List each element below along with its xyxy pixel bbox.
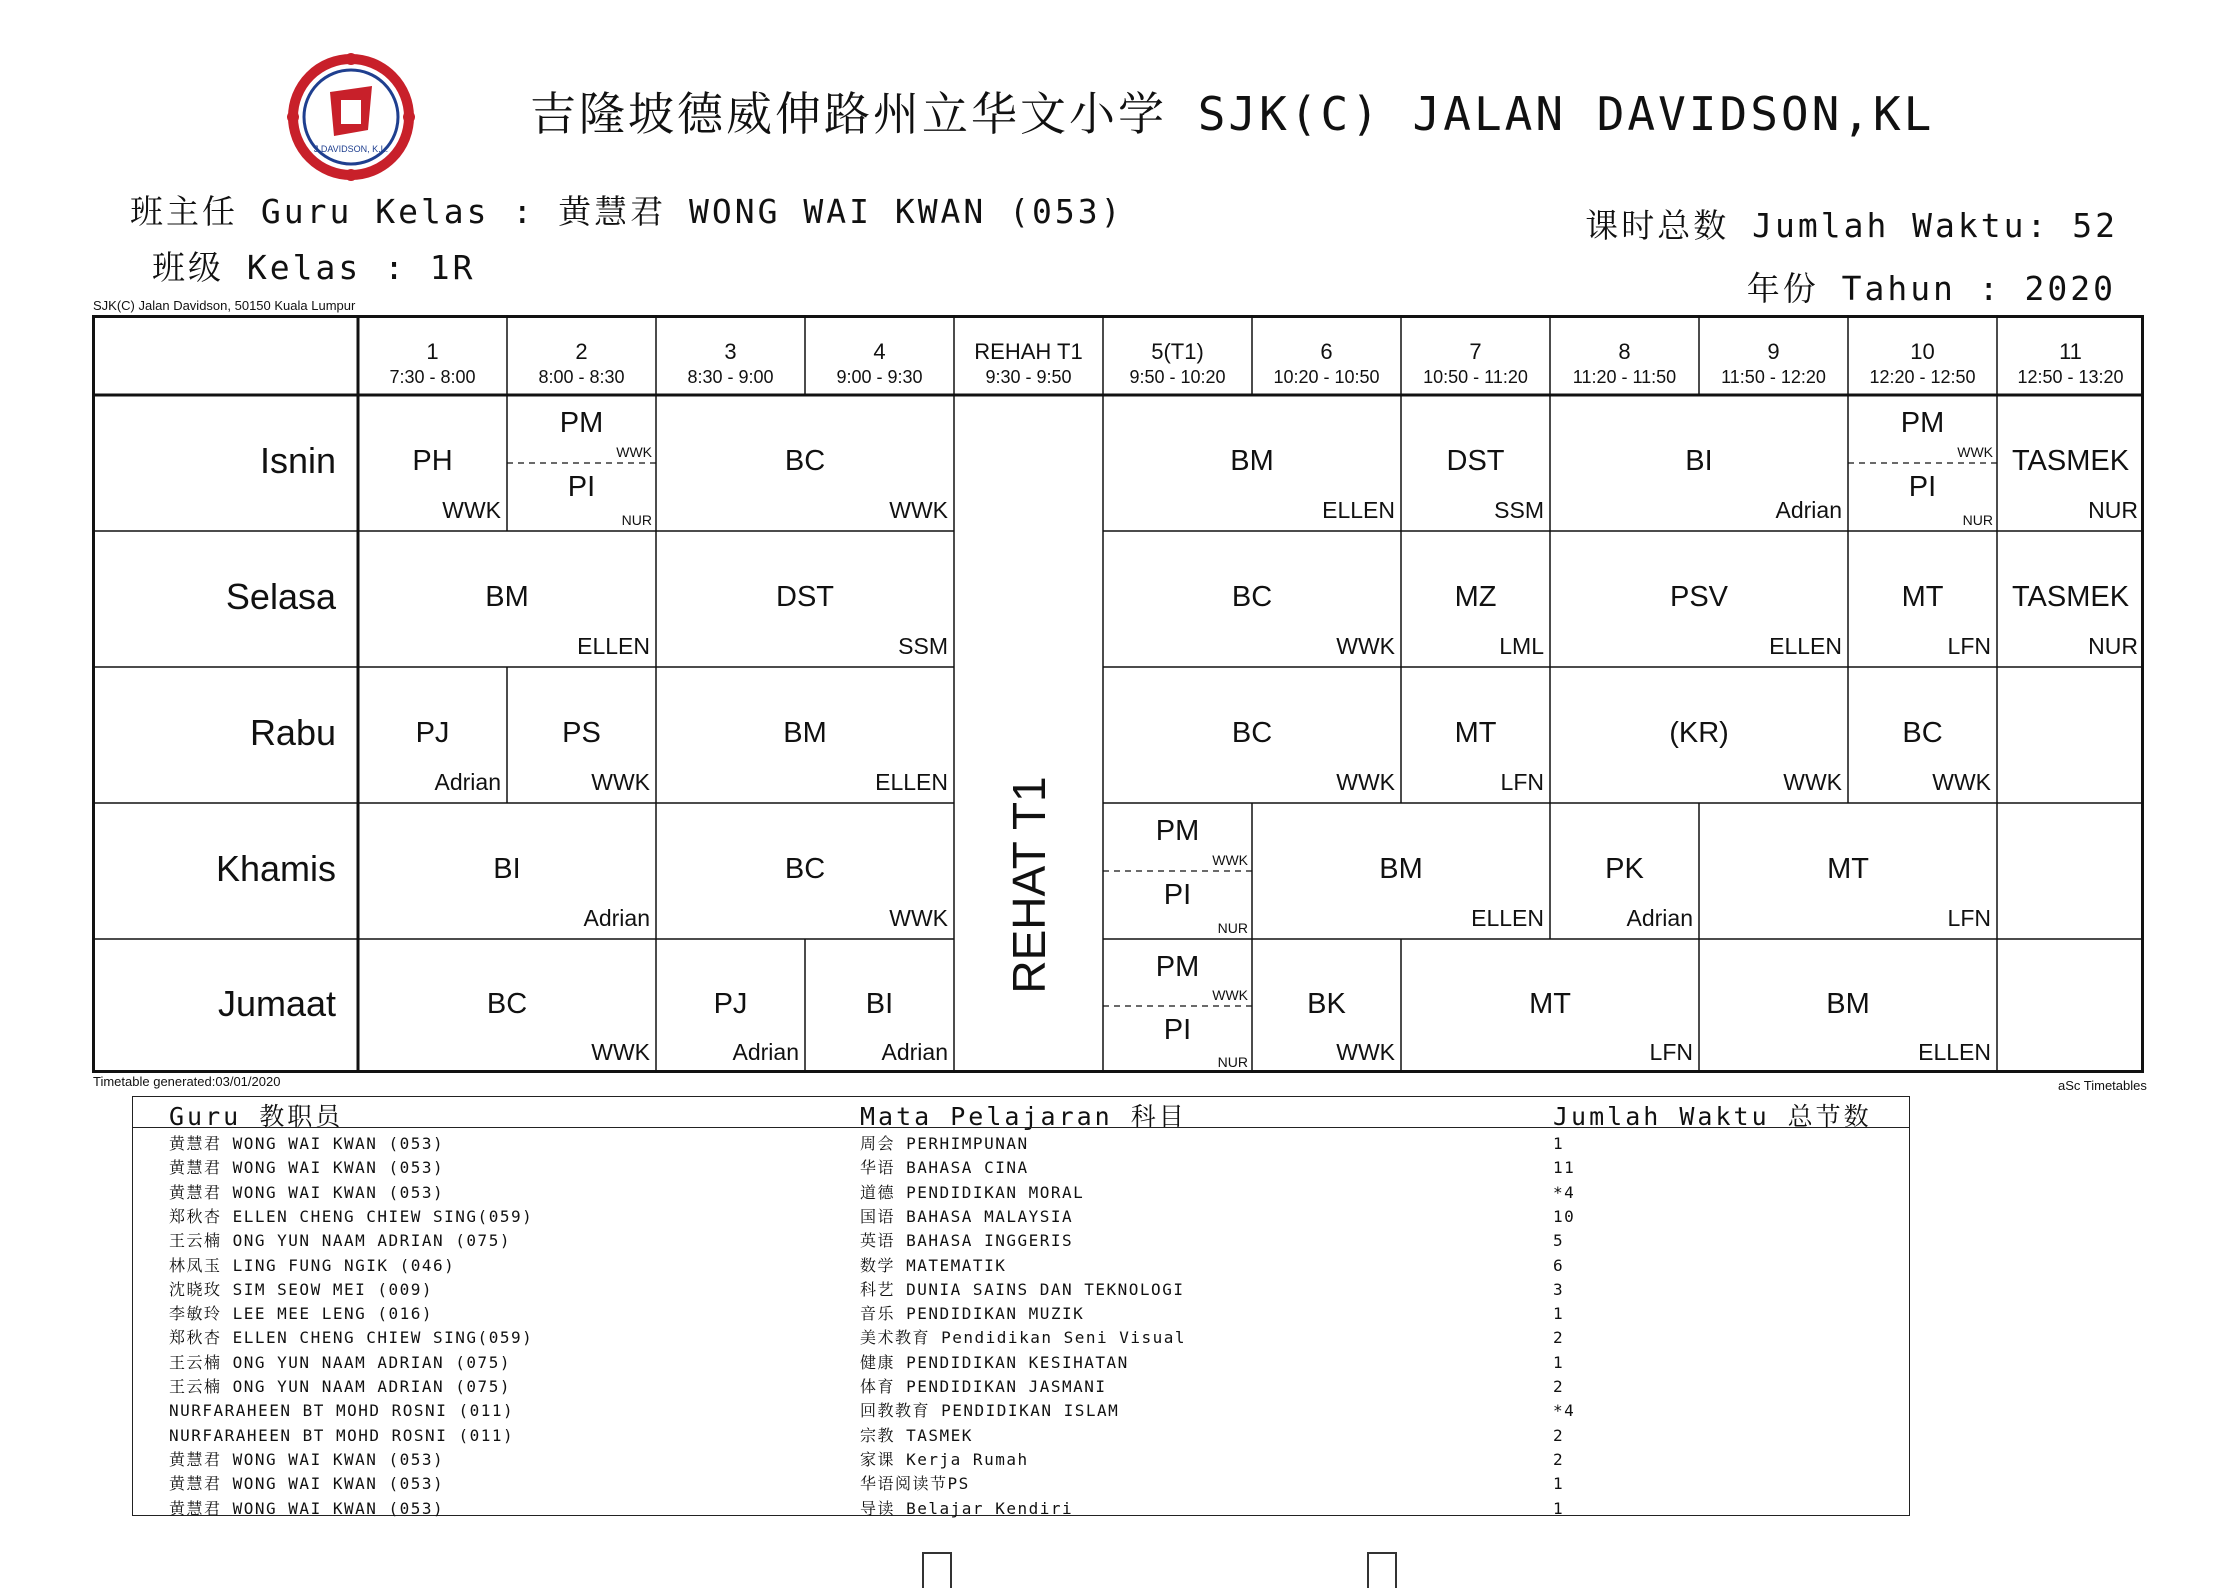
teacher-label: NUR: [1962, 512, 1993, 528]
subject-label: PJ: [415, 717, 450, 749]
period-number: 11: [2059, 339, 2082, 364]
legend-subject: 宗教 TASMEK: [860, 1425, 973, 1445]
legend-count: 2: [1553, 1425, 1565, 1445]
period-time: 12:20 - 12:50: [1869, 367, 1976, 387]
legend-count: 1: [1553, 1352, 1565, 1372]
legend-header-jumlah: Jumlah Waktu 总节数: [1553, 1102, 1872, 1131]
checkbox-mark: [1367, 1552, 1397, 1588]
teacher-label: NUR: [1217, 1054, 1248, 1070]
teacher-label: WWK: [1932, 769, 1991, 795]
timetable-grid: [92, 315, 2144, 1073]
legend-guru: 黄慧君 WONG WAI KWAN (053): [169, 1182, 445, 1202]
teacher-label: ELLEN: [1769, 633, 1842, 659]
subject-label: BM: [1826, 988, 1870, 1020]
period-time: 9:50 - 10:20: [1129, 367, 1226, 387]
legend-count: 1: [1553, 1498, 1565, 1518]
rehat-label: REHAT T1: [1002, 776, 1055, 994]
day-name: Selasa: [225, 576, 336, 617]
legend-subject: 家课 Kerja Rumah: [860, 1449, 1029, 1469]
subject-label: PM: [559, 407, 604, 439]
teacher-label: NUR: [2088, 633, 2138, 659]
period-time: 8:00 - 8:30: [538, 367, 625, 387]
teacher-label: WWK: [442, 497, 501, 523]
teacher-label: ELLEN: [1918, 1039, 1991, 1065]
teacher-label: WWK: [591, 769, 650, 795]
teacher-label: WWK: [1336, 769, 1395, 795]
period-number: 5(T1): [1151, 339, 1204, 364]
kelas: 班级 Kelas : 1R: [152, 248, 476, 287]
legend-header-line: [133, 1127, 1909, 1128]
school-logo: [286, 52, 416, 182]
legend-subject: 数学 MATEMATIK: [860, 1255, 1007, 1275]
subject-label: BK: [1307, 988, 1346, 1020]
subject-label: BC: [486, 988, 528, 1020]
legend-subject: 国语 BAHASA MALAYSIA: [860, 1206, 1074, 1226]
period-time: 9:30 - 9:50: [985, 367, 1072, 387]
subject-label: TASMEK: [2011, 445, 2130, 477]
legend-count: 6: [1553, 1255, 1565, 1275]
legend-subject: 健康 PENDIDIKAN KESIHATAN: [860, 1352, 1129, 1372]
legend-guru: 黄慧君 WONG WAI KWAN (053): [169, 1449, 445, 1469]
subject-label: PS: [562, 717, 601, 749]
jumlah-waktu: 课时总数 Jumlah Waktu: 52: [1585, 206, 2118, 245]
legend-subject: 音乐 PENDIDIKAN MUZIK: [860, 1304, 1085, 1324]
teacher-label: SSM: [898, 633, 948, 659]
teacher-label: SSM: [1494, 497, 1544, 523]
teacher-label: WWK: [889, 905, 948, 931]
subject-label: PM: [1155, 951, 1200, 983]
legend-count: *4: [1553, 1182, 1576, 1202]
legend-count: 5: [1553, 1231, 1565, 1251]
legend-guru: 王云楠 ONG YUN NAAM ADRIAN (075): [169, 1231, 511, 1251]
legend-guru: 郑秋杏 ELLEN CHENG CHIEW SING(059): [169, 1206, 534, 1226]
legend-count: 2: [1553, 1377, 1565, 1396]
subject-label: MT: [1827, 853, 1869, 885]
teacher-label: Adrian: [583, 905, 650, 931]
subject-label: PK: [1605, 853, 1644, 885]
logo-text: J.DAVIDSON, K.L.: [313, 144, 389, 154]
subject-label: BC: [784, 445, 826, 477]
legend-guru: 王云楠 ONG YUN NAAM ADRIAN (075): [169, 1352, 511, 1372]
legend-header-guru: Guru 教职员: [169, 1102, 344, 1131]
school-title: 吉隆坡德威伸路州立华文小学 SJK(C) JALAN DAVIDSON,KL: [530, 87, 1935, 141]
period-time: 10:20 - 10:50: [1273, 367, 1380, 387]
period-number: 7: [1469, 339, 1482, 364]
period-number: 6: [1320, 339, 1333, 364]
period-time: 11:20 - 11:50: [1572, 367, 1677, 387]
period-time: 8:30 - 9:00: [687, 367, 774, 387]
legend-guru: 黄慧君 WONG WAI KWAN (053): [169, 1498, 445, 1518]
legend-guru: 王云楠 ONG YUN NAAM ADRIAN (075): [169, 1377, 511, 1396]
period-number: 2: [575, 339, 588, 364]
subject-label: PI: [1163, 879, 1192, 911]
legend-guru: 林凤玉 LING FUNG NGIK (046): [169, 1255, 456, 1275]
school-address: SJK(C) Jalan Davidson, 50150 Kuala Lumpur: [93, 298, 356, 313]
subject-label: (KR): [1669, 717, 1729, 749]
legend-subject: 回教教育 PENDIDIKAN ISLAM: [860, 1401, 1120, 1421]
teacher-label: WWK: [1957, 444, 1993, 460]
teacher-label: ELLEN: [1322, 497, 1395, 523]
guru-kelas: 班主任 Guru Kelas : 黄慧君 WONG WAI KWAN (053): [130, 192, 1124, 231]
subject-label: BC: [1902, 717, 1943, 749]
subject-label: BC: [1231, 581, 1273, 613]
subject-label: PH: [412, 445, 453, 477]
teacher-label: WWK: [1783, 769, 1842, 795]
period-number: 3: [724, 339, 737, 364]
teacher-label: Adrian: [434, 769, 501, 795]
teacher-label: WWK: [1212, 987, 1248, 1003]
period-number: 8: [1618, 339, 1631, 364]
subject-label: MZ: [1454, 581, 1497, 613]
legend-guru: 郑秋杏 ELLEN CHENG CHIEW SING(059): [169, 1328, 534, 1348]
legend-guru: 黄慧君 WONG WAI KWAN (053): [169, 1158, 445, 1178]
teacher-label: NUR: [1217, 920, 1248, 936]
day-name: Khamis: [215, 848, 336, 889]
legend-guru: 李敏玲 LEE MEE LENG (016): [169, 1304, 434, 1324]
grid-border: [94, 317, 2143, 1072]
legend-subject: 导读 Belajar Kendiri: [860, 1498, 1074, 1518]
day-name: Jumaat: [217, 983, 336, 1024]
legend-subject: 华语阅读节PS: [860, 1474, 970, 1494]
legend-subject: 美术教育 Pendidikan Seni Visual: [860, 1328, 1187, 1348]
subject-label: PI: [1163, 1014, 1192, 1046]
legend-count: 2: [1553, 1328, 1565, 1348]
subject-label: BI: [493, 853, 521, 885]
teacher-label: NUR: [2088, 497, 2138, 523]
legend-count: 10: [1553, 1206, 1576, 1226]
subject-label: DST: [776, 581, 834, 613]
subject-label: MT: [1529, 988, 1571, 1020]
timetable-lines: [92, 315, 2144, 1073]
software-label: aSc Timetables: [2058, 1078, 2147, 1093]
subject-label: BM: [485, 581, 529, 613]
subject-label: BC: [1231, 717, 1273, 749]
subject-label: BM: [1230, 445, 1274, 477]
teacher-label: ELLEN: [1471, 905, 1544, 931]
legend-subject: 华语 BAHASA CINA: [860, 1158, 1029, 1178]
legend-count: 2: [1553, 1449, 1565, 1469]
subject-label: BI: [865, 988, 894, 1020]
teacher-label: WWK: [1212, 852, 1248, 868]
teacher-label: ELLEN: [875, 769, 948, 795]
subject-label: PSV: [1669, 581, 1729, 613]
period-time: 12:50 - 13:20: [2017, 367, 2124, 387]
legend-guru: NURFARAHEEN BT MOHD ROSNI (011): [169, 1401, 515, 1421]
subject-label: DST: [1446, 445, 1505, 477]
legend-subject: 道德 PENDIDIKAN MORAL: [860, 1182, 1085, 1202]
teacher-label: LFN: [1947, 633, 1991, 659]
legend-table: [132, 1096, 1910, 1516]
teacher-label: ELLEN: [577, 633, 650, 659]
subject-label: PI: [1908, 471, 1937, 503]
subject-label: BM: [1379, 853, 1423, 885]
legend-guru: 沈晓玫 SIM SEOW MEI (009): [169, 1279, 434, 1299]
teacher-label: WWK: [889, 497, 948, 523]
legend-guru: 黄慧君 WONG WAI KWAN (053): [169, 1474, 445, 1494]
legend-count: 1: [1553, 1474, 1565, 1494]
legend-subject: 科艺 DUNIA SAINS DAN TEKNOLOGI: [860, 1279, 1185, 1299]
period-time: 9:00 - 9:30: [836, 367, 923, 387]
period-number: 9: [1767, 339, 1780, 364]
subject-label: MT: [1901, 581, 1944, 613]
teacher-label: Adrian: [1775, 497, 1842, 523]
teacher-label: LFN: [1649, 1039, 1693, 1065]
teacher-label: LFN: [1500, 769, 1544, 795]
subject-label: PI: [567, 471, 596, 503]
teacher-label: WWK: [1336, 633, 1395, 659]
legend-guru: 黄慧君 WONG WAI KWAN (053): [169, 1134, 445, 1153]
teacher-label: WWK: [1336, 1039, 1395, 1065]
subject-label: BI: [1685, 445, 1713, 477]
subject-label: BC: [784, 853, 826, 885]
teacher-label: Adrian: [881, 1039, 948, 1065]
period-time: 11:50 - 12:20: [1721, 367, 1826, 387]
period-time: 10:50 - 11:20: [1423, 367, 1528, 387]
legend-subject: 周会 PERHIMPUNAN: [860, 1134, 1029, 1153]
legend-count: 1: [1553, 1134, 1565, 1153]
checkbox-mark: [922, 1552, 952, 1588]
subject-label: BM: [783, 717, 827, 749]
day-name: Isnin: [259, 440, 336, 481]
teacher-label: Adrian: [732, 1039, 799, 1065]
teacher-label: WWK: [591, 1039, 650, 1065]
period-number: REHAH T1: [974, 339, 1083, 364]
legend-count: 3: [1553, 1279, 1565, 1299]
period-number: 1: [426, 339, 439, 364]
period-number: 4: [873, 339, 886, 364]
legend-count: 1: [1553, 1304, 1565, 1324]
generated-date: Timetable generated:03/01/2020: [93, 1074, 281, 1089]
legend-guru: NURFARAHEEN BT MOHD ROSNI (011): [169, 1425, 515, 1445]
day-name: Rabu: [249, 712, 336, 753]
subject-label: PJ: [713, 988, 748, 1020]
subject-label: MT: [1454, 717, 1497, 749]
legend-subject: 英语 BAHASA INGGERIS: [860, 1231, 1074, 1251]
teacher-label: Adrian: [1626, 905, 1693, 931]
subject-label: PM: [1155, 815, 1200, 847]
teacher-label: WWK: [616, 444, 652, 460]
subject-label: PM: [1900, 407, 1945, 439]
teacher-label: NUR: [621, 512, 652, 528]
teacher-label: LML: [1499, 633, 1544, 659]
legend-count: *4: [1553, 1401, 1576, 1421]
legend-subject: 体育 PENDIDIKAN JASMANI: [860, 1377, 1107, 1396]
period-time: 7:30 - 8:00: [389, 367, 476, 387]
subject-label: TASMEK: [2011, 581, 2130, 613]
legend-count: 11: [1553, 1158, 1576, 1178]
teacher-label: LFN: [1947, 905, 1991, 931]
legend-header-mata: Mata Pelajaran 科目: [860, 1102, 1187, 1131]
period-number: 10: [1910, 339, 1935, 364]
tahun: 年份 Tahun : 2020: [1746, 269, 2116, 308]
